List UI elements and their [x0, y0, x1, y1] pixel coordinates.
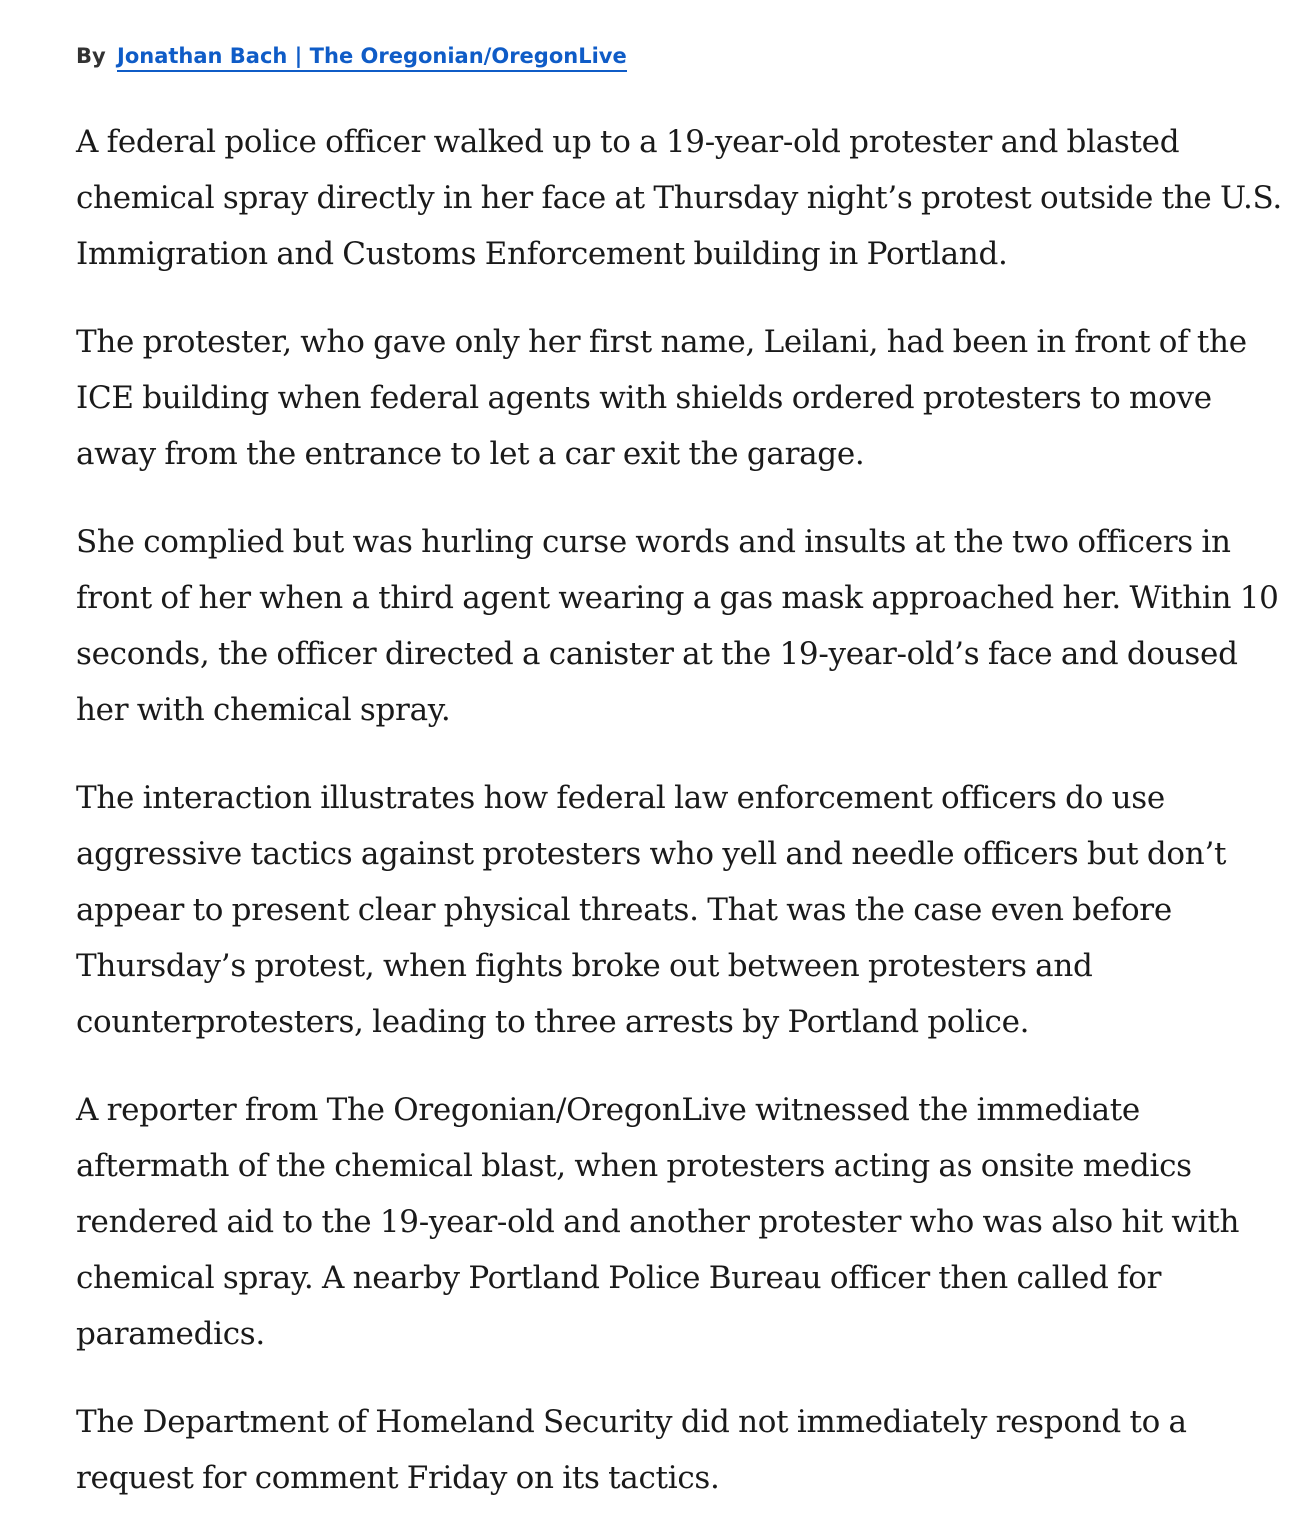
paragraph-2: The protester, who gave only her first name, Leilani, had been in front of the ICE building when federal agents with shields ordered protesters to move away from the entrance to let a car exit the garage.	[76, 324, 1247, 472]
article-body	[76, 36, 1286, 1538]
paragraph-6: The Department of Homeland Security did not immediately respond to a request for comment Friday on its tactics.	[76, 1404, 1187, 1496]
byline-prefix: By	[76, 44, 106, 68]
byline	[76, 36, 1286, 76]
author-link[interactable]: Jonathan Bach | The Oregonian/OregonLive	[117, 44, 627, 72]
paragraph-1: A federal police officer walked up to a 19-year-old protester and blasted chemical spray directly in her face at Thursday night’s protest outside the U.S. Immigration and Customs Enforcement building in Portland.	[76, 124, 1282, 272]
paragraph-5: A reporter from The Oregonian/OregonLive witnessed the immediate aftermath of the chemical blast, when protesters acting as onsite medics rendered aid to the 19-year-old and another protester who was also hit with chemical spray. A nearby Portland Police Bureau officer then called for paramedics.	[76, 1092, 1240, 1352]
paragraph-3: She complied but was hurling curse words and insults at the two officers in front of her when a third agent wearing a gas mask approached her. Within 10 seconds, the officer directed a canister at the 19-year-old’s face and doused her with chemical spray.	[76, 524, 1279, 728]
paragraph-4: The interaction illustrates how federal law enforcement officers do use aggressive tactics against protesters who yell and needle officers but don’t appear to present clear physical threats. That was the case even before Thursday’s protest, when fights broke out between protesters and counterprotesters, leading to three arrests by Portland police.	[76, 780, 1227, 1040]
